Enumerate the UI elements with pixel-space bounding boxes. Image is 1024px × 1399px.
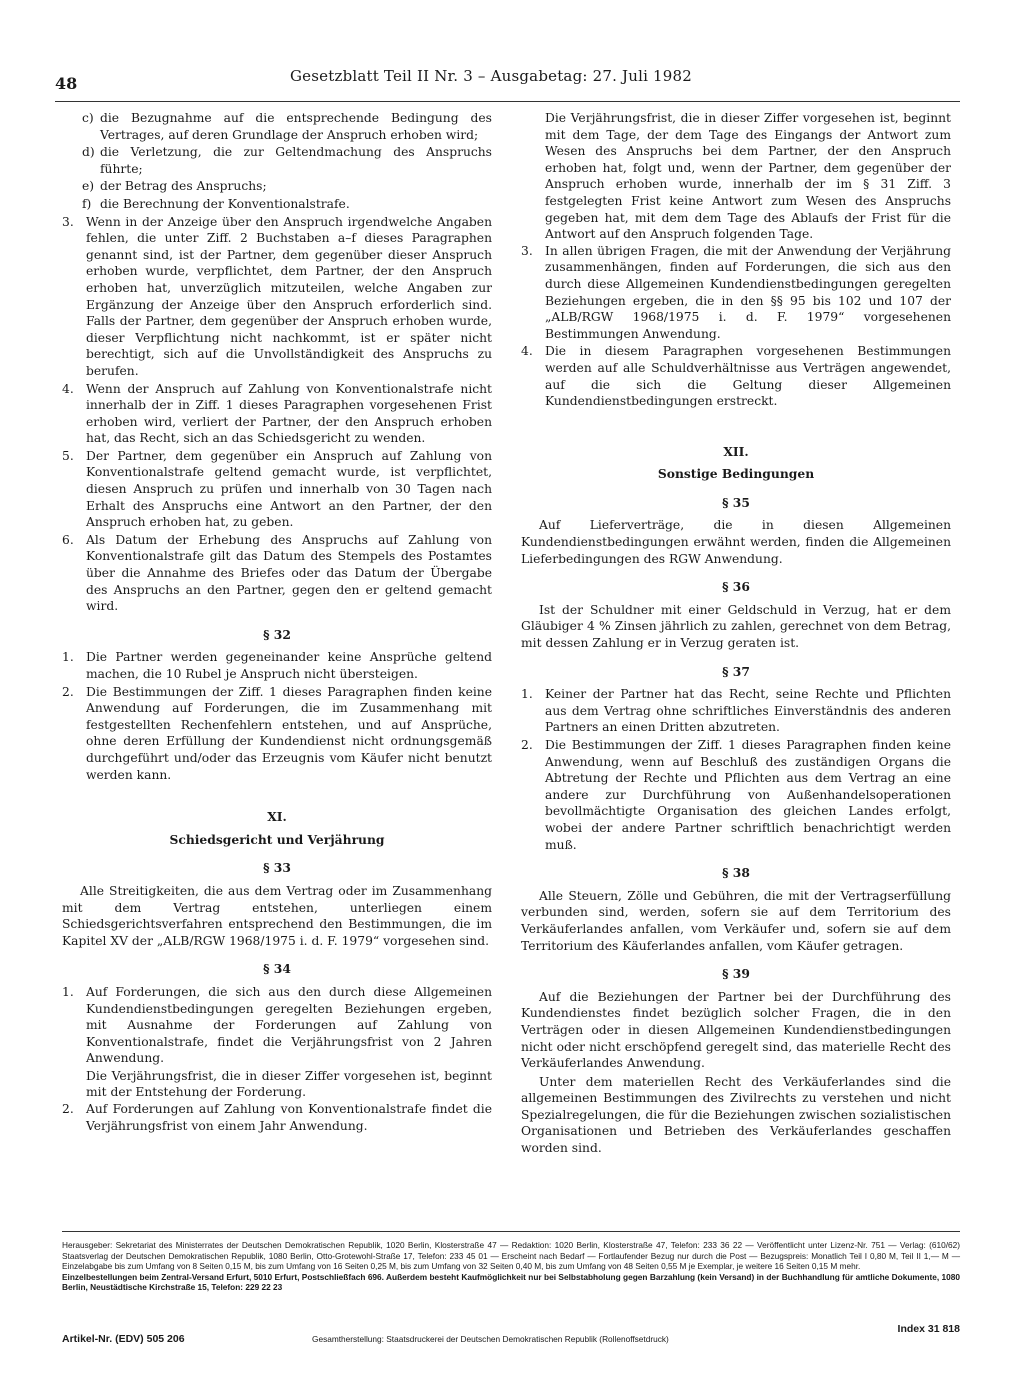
item-text: die Bezugnahme auf die entsprechende Bedingung des Vertrages, auf deren Grundlage der Anspruch erhoben wird; [100,111,492,142]
section-heading: § 39 [722,966,750,982]
list-item [62,110,492,143]
item-mark: e) [82,179,95,194]
item-text: Keiner der Partner hat das Recht, seine Rechte und Pflichten aus dem Vertrag ohne schriftliches Einverständnis des anderen Partners an einen Dritten abzutreten. [545,687,951,735]
list-item [62,381,492,447]
item-text: Die Partner werden gegeneinander keine Ansprüche geltend machen, die 10 Rubel je Anspruch nicht übersteigen. [86,650,492,681]
right-column [521,110,951,1159]
section-heading: § 36 [722,579,750,595]
item-mark: 3. [521,243,533,258]
item-text: Die in diesem Paragraphen vorgesehenen Bestimmungen werden auf alle Schuldverhältnisse aus Verträgen angewendet, auf die sich die Geltung dieser Allgemeinen Kundendienstbedingungen erstreckt. [545,344,951,409]
paragraph: Auf die Beziehungen der Partner bei der Durchführung des Kundendienstes findet bezüglich solcher Fragen, die in den Verträgen oder in diesen Allgemeinen Kundendienstbedingungen nicht oder nicht erschöpfend geregelt sind, das materielle Recht des Verkäuferlandes Anwendung. [521,989,951,1071]
item-text: Als Datum der Erhebung des Anspruchs auf Zahlung von Konventionalstrafe gilt das Datum des Stempels des Postamtes über die Annahme des Briefes oder das Datum der Übergabe des Anspruchs an den Partner, gegen den er geltend gemacht wird. [86,532,492,614]
item-mark: d) [82,145,95,160]
item-text: Auf Forderungen, die sich aus den durch diese Allgemeinen Kundendienstbedingungen geregelten Beziehungen ergeben, mit Ausnahme der Forderungen auf Zahlung von Konventionalstrafe, findet die Verjährungsfrist von 2 Jahren Anwendung. [86,984,492,1066]
item-text: In allen übrigen Fragen, die mit der Anwendung der Verjährung zusammenhängen, finden auf Forderungen, die sich aus den durch diese Allgemeinen Kundendienstbedingungen geregelten Beziehungen ergeben, die in den §§ 95 bis 102 und 107 der „ALB/RGW 1968/1975 i. d. F. 1979“ vorgesehenen Bestimmungen Anwendung. [545,243,951,341]
list-item [62,532,492,615]
chapter-number: XII. [723,443,749,459]
list-item [521,686,951,736]
imprint-publisher: Herausgeber: Sekretariat des Ministerrates der Deutschen Demokratischen Republik, 1020 Berlin, Klosterstraße 47 — Redaktion: 1020 Berlin, Klosterstraße 47, Telefon: 233 36 22 — Veröffentlicht unter Lizenz-Nr. 751 — Verlag: (610/62) Staatsverlag der Deutschen Demokratischen Republik, 1080 Berlin, Otto-Grotewohl-Straße 17, Telefon: 233 45 01 — Erscheint nach Bedarf — Fortlaufender Bezug nur durch die Post — Bezugspreis: Monatlich Teil I 0,80 M, Teil II 1,— M — Einzelabgabe bis zum Umfang von 8 Seiten 0,15 M, bis zum Umfang von 16 Seiten 0,25 M, bis zum Umfang von 32 Seiten 0,40 M, bis zum Umfang von 48 Seiten 0,55 M je Exemplar, je weitere 16 Seiten 0,15 M mehr. [62,1240,960,1272]
section-heading: § 34 [263,961,291,977]
item-mark: 5. [62,448,74,463]
imprint-orders: Einzelbestellungen beim Zentral-Versand Erfurt, 5010 Erfurt, Postschließfach 696. Außerdem besteht Kaufmöglichkeit nur bei Selbstabholung gegen Barzahlung (kein Versand) in der Buchhandlung für amtliche Dokumente, 1080 Berlin, Neustädtische Kirchstraße 15, Telefon: 229 22 23 [62,1271,960,1293]
list-item [62,1101,492,1134]
item-mark: 1. [62,650,74,665]
paragraph: Unter dem materiellen Recht des Verkäuferlandes sind die allgemeinen Bestimmungen des Zivilrechts zu verstehen und nicht Spezialregelungen, die für die Beziehungen zwischen sozialistischen Organisationen und Betrieben des Verkäuferlandes geschaffen worden sind. [521,1074,951,1156]
chapter-title: Sonstige Bedingungen [657,466,815,482]
list-item [521,737,951,853]
item-mark: 2. [521,738,533,752]
item-mark: 1. [62,984,74,999]
section-heading: § 37 [722,663,750,679]
item-mark: 4. [521,344,533,359]
item-text: Der Partner, dem gegenüber ein Anspruch auf Zahlung von Konventionalstrafe geltend gemacht wurde, ist verpflichtet, diesen Anspruch zu prüfen und innerhalb von 30 Tagen nach Erhalt des Anspruchs eine Antwort an den Partner, der den Anspruch erhoben hat, zu geben. [86,448,492,530]
section-heading: § 32 [263,626,291,642]
chapter-title: Schiedsgericht und Verjährung [169,831,385,847]
item-text: der Betrag des Anspruchs; [100,179,267,194]
item-mark: 4. [62,381,74,396]
paragraph: Ist der Schuldner mit einer Geldschuld in Verzug, hat er dem Gläubiger 4 % Zinsen jährlich zu zahlen, gerechnet von dem Betrag, mit dessen Zahlung er in Verzug geraten ist. [521,602,951,651]
item-mark: 2. [62,1102,74,1117]
section-heading: § 33 [263,860,291,876]
left-column [62,110,492,1135]
printer-credit: Gesamtherstellung: Staatsdruckerei der Deutschen Demokratischen Republik (Rollenoffsetdruck) [312,1334,669,1344]
page-number: 48 [55,74,78,93]
section-heading: § 38 [722,865,750,881]
list-item [62,684,492,784]
list-item [62,178,492,195]
item-mark: 2. [62,684,74,699]
list-item [62,448,492,531]
list-item [62,144,492,177]
item-text: Auf Forderungen auf Zahlung von Konventionalstrafe findet die Verjährungsfrist von einem Jahr Anwendung. [86,1102,492,1133]
paragraph: Alle Streitigkeiten, die aus dem Vertrag oder im Zusammenhang mit dem Vertrag entstehen, unterliegen einem Schiedsgerichtsverfahren entsprechend den Bestimmungen, die im Kapitel XV der „ALB/RGW 1968/1975 i. d. F. 1979“ vorgesehen sind. [62,883,492,948]
paragraph: Auf Lieferverträge, die in diesen Allgemeinen Kundendienstbedingungen erwähnt werden, finden die Allgemeinen Lieferbedingungen des RGW Anwendung. [521,518,951,566]
item-text: Wenn der Anspruch auf Zahlung von Konventionalstrafe nicht innerhalb der in Ziff. 1 dieses Paragraphen vorgesehenen Frist erhoben wird, verliert der Partner, der den Anspruch erhoben hat, das Recht, sich an das Schiedsgericht zu wenden. [86,381,492,446]
item-mark: 3. [62,214,74,229]
item-mark: 6. [62,532,74,547]
header-rule [55,101,960,102]
index-number: Index 31 818 [897,1323,960,1335]
item-mark: f) [82,196,92,211]
item-mark: 1. [521,687,533,702]
paragraph: Alle Steuern, Zölle und Gebühren, die mit der Vertragserfüllung verbunden sind, werden, sofern sie auf dem Territorium des Verkäuferlandes anfallen, vom Verkäufer und, sofern sie auf dem Territorium des Käuferlandes anfallen, vom Käufer getragen. [521,888,951,953]
list-item [62,214,492,380]
item-text: die Verletzung, die zur Geltendmachung des Anspruchs führte; [100,145,492,176]
page-header: Gesetzblatt Teil II Nr. 3 – Ausgabetag: 27. Juli 1982 [290,67,693,85]
list-item [62,196,492,213]
item-mark: c) [82,111,94,125]
item-text: die Berechnung der Konventionalstrafe. [100,196,350,211]
list-item [62,984,492,1067]
imprint [62,1240,960,1293]
list-item [62,649,492,682]
item-text: Wenn in der Anzeige über den Anspruch irgendwelche Angaben fehlen, die unter Ziff. 2 Buchstaben a–f dieses Paragraphen genannt sind, ist der Partner, dem gegenüber dieser Anspruch erhoben wurde, verpflichtet, dem Partner, der den Anspruch erhoben hat, unverzüglich mitzuteilen, welche Angaben zur Ergänzung der Anzeige über den Anspruch erforderlich sind. Falls der Partner, dem gegenüber der Anspruch erhoben wurde, dieser Verpflichtung nicht nachkommt, ist er später nicht berechtigt, sich auf die Unvollständigkeit des Anspruchs zu berufen. [86,214,492,378]
item-text: Die Bestimmungen der Ziff. 1 dieses Paragraphen finden keine Anwendung, wenn auf Beschluß des zuständigen Organs die Abtretung der Rechte und Pflichten aus dem Vertrag an eine andere zur Durchführung von Außenhandelsoperationen bevollmächtigte Organisation des gleichen Landes erfolgt, wobei der andere Partner schriftlich benachrichtigt werden muß. [545,738,951,852]
list-item [521,343,951,409]
footer-rule [62,1231,960,1232]
section-heading: § 35 [722,494,750,510]
item-continuation: Die Verjährungsfrist, die in dieser Ziffer vorgesehen ist, beginnt mit dem Tage, der dem Tage des Eingangs der Antwort zum Wesen des Anspruchs bei dem Partner, der den Anspruch erhoben hat, folgt und, wenn der Partner, dem gegenüber der Anspruch erhoben wurde, innerhalb der im § 31 Ziff. 3 festgelegten Frist keine Antwort zum Wesen des Anspruchs gegeben hat, mit dem dem Tage des Ablaufs der Frist für die Antwort auf den Anspruch folgenden Tage. [545,111,951,242]
item-continuation: Die Verjährungsfrist, die in dieser Ziffer vorgesehen ist, beginnt mit der Entstehung der Forderung. [86,1068,492,1100]
chapter-number: XI. [267,809,287,825]
item-text: Die Bestimmungen der Ziff. 1 dieses Paragraphen finden keine Anwendung auf Forderungen, die im Zusammenhang mit festgestellten Rechenfehlern entstehen, und auf Ansprüche, ohne deren Erfüllung der Kundendienst nicht ordnungsgemäß durchgeführt und/oder das Erzeugnis vom Käufer nicht benutzt werden kann. [86,684,492,782]
list-item [521,243,951,343]
article-number: Artikel-Nr. (EDV) 505 206 [62,1333,185,1345]
